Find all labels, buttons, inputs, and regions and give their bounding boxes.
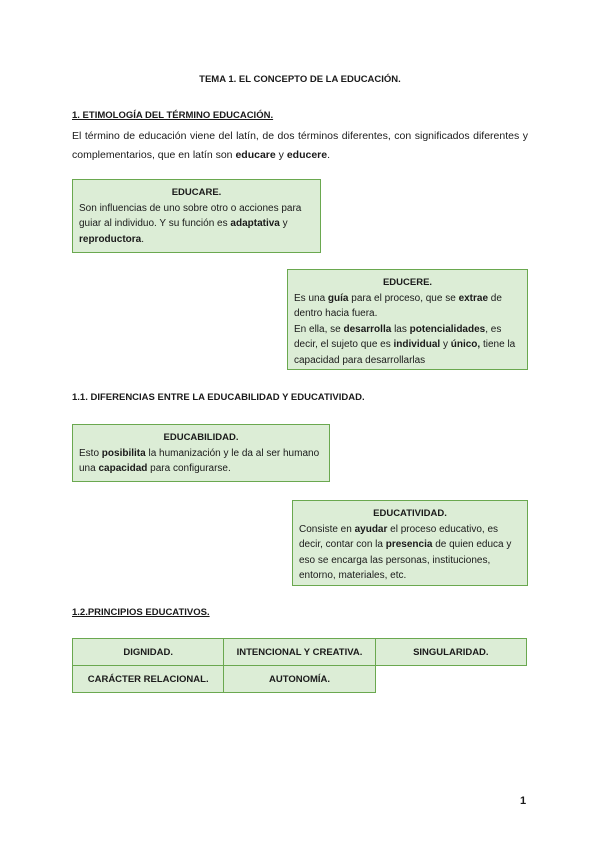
para-bold-educere: educere: [286, 149, 328, 161]
educabilidad-text: Esto posibilita la humanización y le da al ser humano una capacidad para configurarse.: [79, 447, 320, 474]
para-bold-educare: educare: [235, 149, 276, 161]
page-title: TEMA 1. EL CONCEPTO DE LA EDUCACIÓN.: [199, 74, 401, 85]
empty-cell: [375, 666, 526, 693]
educabilidad-title: EDUCABILIDAD.: [163, 432, 239, 443]
educatividad-title: EDUCATIVIDAD.: [373, 508, 447, 519]
table-row: [73, 666, 527, 693]
para-text: .: [327, 149, 331, 161]
principles-table: [72, 638, 527, 693]
educatividad-box: [292, 500, 528, 586]
educere-box: [287, 269, 528, 370]
page-number: 1: [520, 795, 527, 807]
educere-text: Es una guía para el proceso, que se extrae de dentro hacia fuera. En ella, se desarrolla las potencialidades, es decir, el sujeto que es individual y único, tiene la capacidad para desarrollarlas: [294, 292, 516, 366]
educere-title: EDUCERE.: [382, 277, 433, 288]
educatividad-text: Consiste en ayudar el proceso educativo, es decir, contar con la presencia de quien educa y eso se encarga las personas, instituciones, entorno, materiales, etc.: [299, 523, 512, 581]
educabilidad-box: [72, 424, 330, 482]
section-heading-diferencias: 1.1. DIFERENCIAS ENTRE LA EDUCABILIDAD Y EDUCATIVIDAD.: [72, 392, 365, 403]
principle-cell: DIGNIDAD.: [73, 639, 224, 666]
principle-cell: AUTONOMÍA.: [224, 666, 375, 693]
educare-title: EDUCARE.: [171, 187, 222, 198]
para-text: El término de educación viene del latín, de dos términos diferentes, con significados diferentes y complementarios, que en latín son: [72, 130, 528, 161]
table-row: [73, 639, 527, 666]
para-text: y: [275, 149, 287, 161]
principle-cell: SINGULARIDAD.: [375, 639, 526, 666]
educare-text: Son influencias de uno sobre otro o acciones para guiar al individuo. Y su función es adaptativa y reproductora.: [79, 202, 302, 245]
principle-cell: CARÁCTER RELACIONAL.: [73, 666, 224, 693]
intro-paragraph: [72, 127, 528, 165]
section-heading-principios: 1.2.PRINCIPIOS EDUCATIVOS.: [72, 607, 210, 618]
educare-box: [72, 179, 321, 253]
section-heading-etimologia: 1. ETIMOLOGÍA DEL TÉRMINO EDUCACIÓN.: [72, 110, 274, 121]
principle-cell: INTENCIONAL Y CREATIVA.: [224, 639, 375, 666]
